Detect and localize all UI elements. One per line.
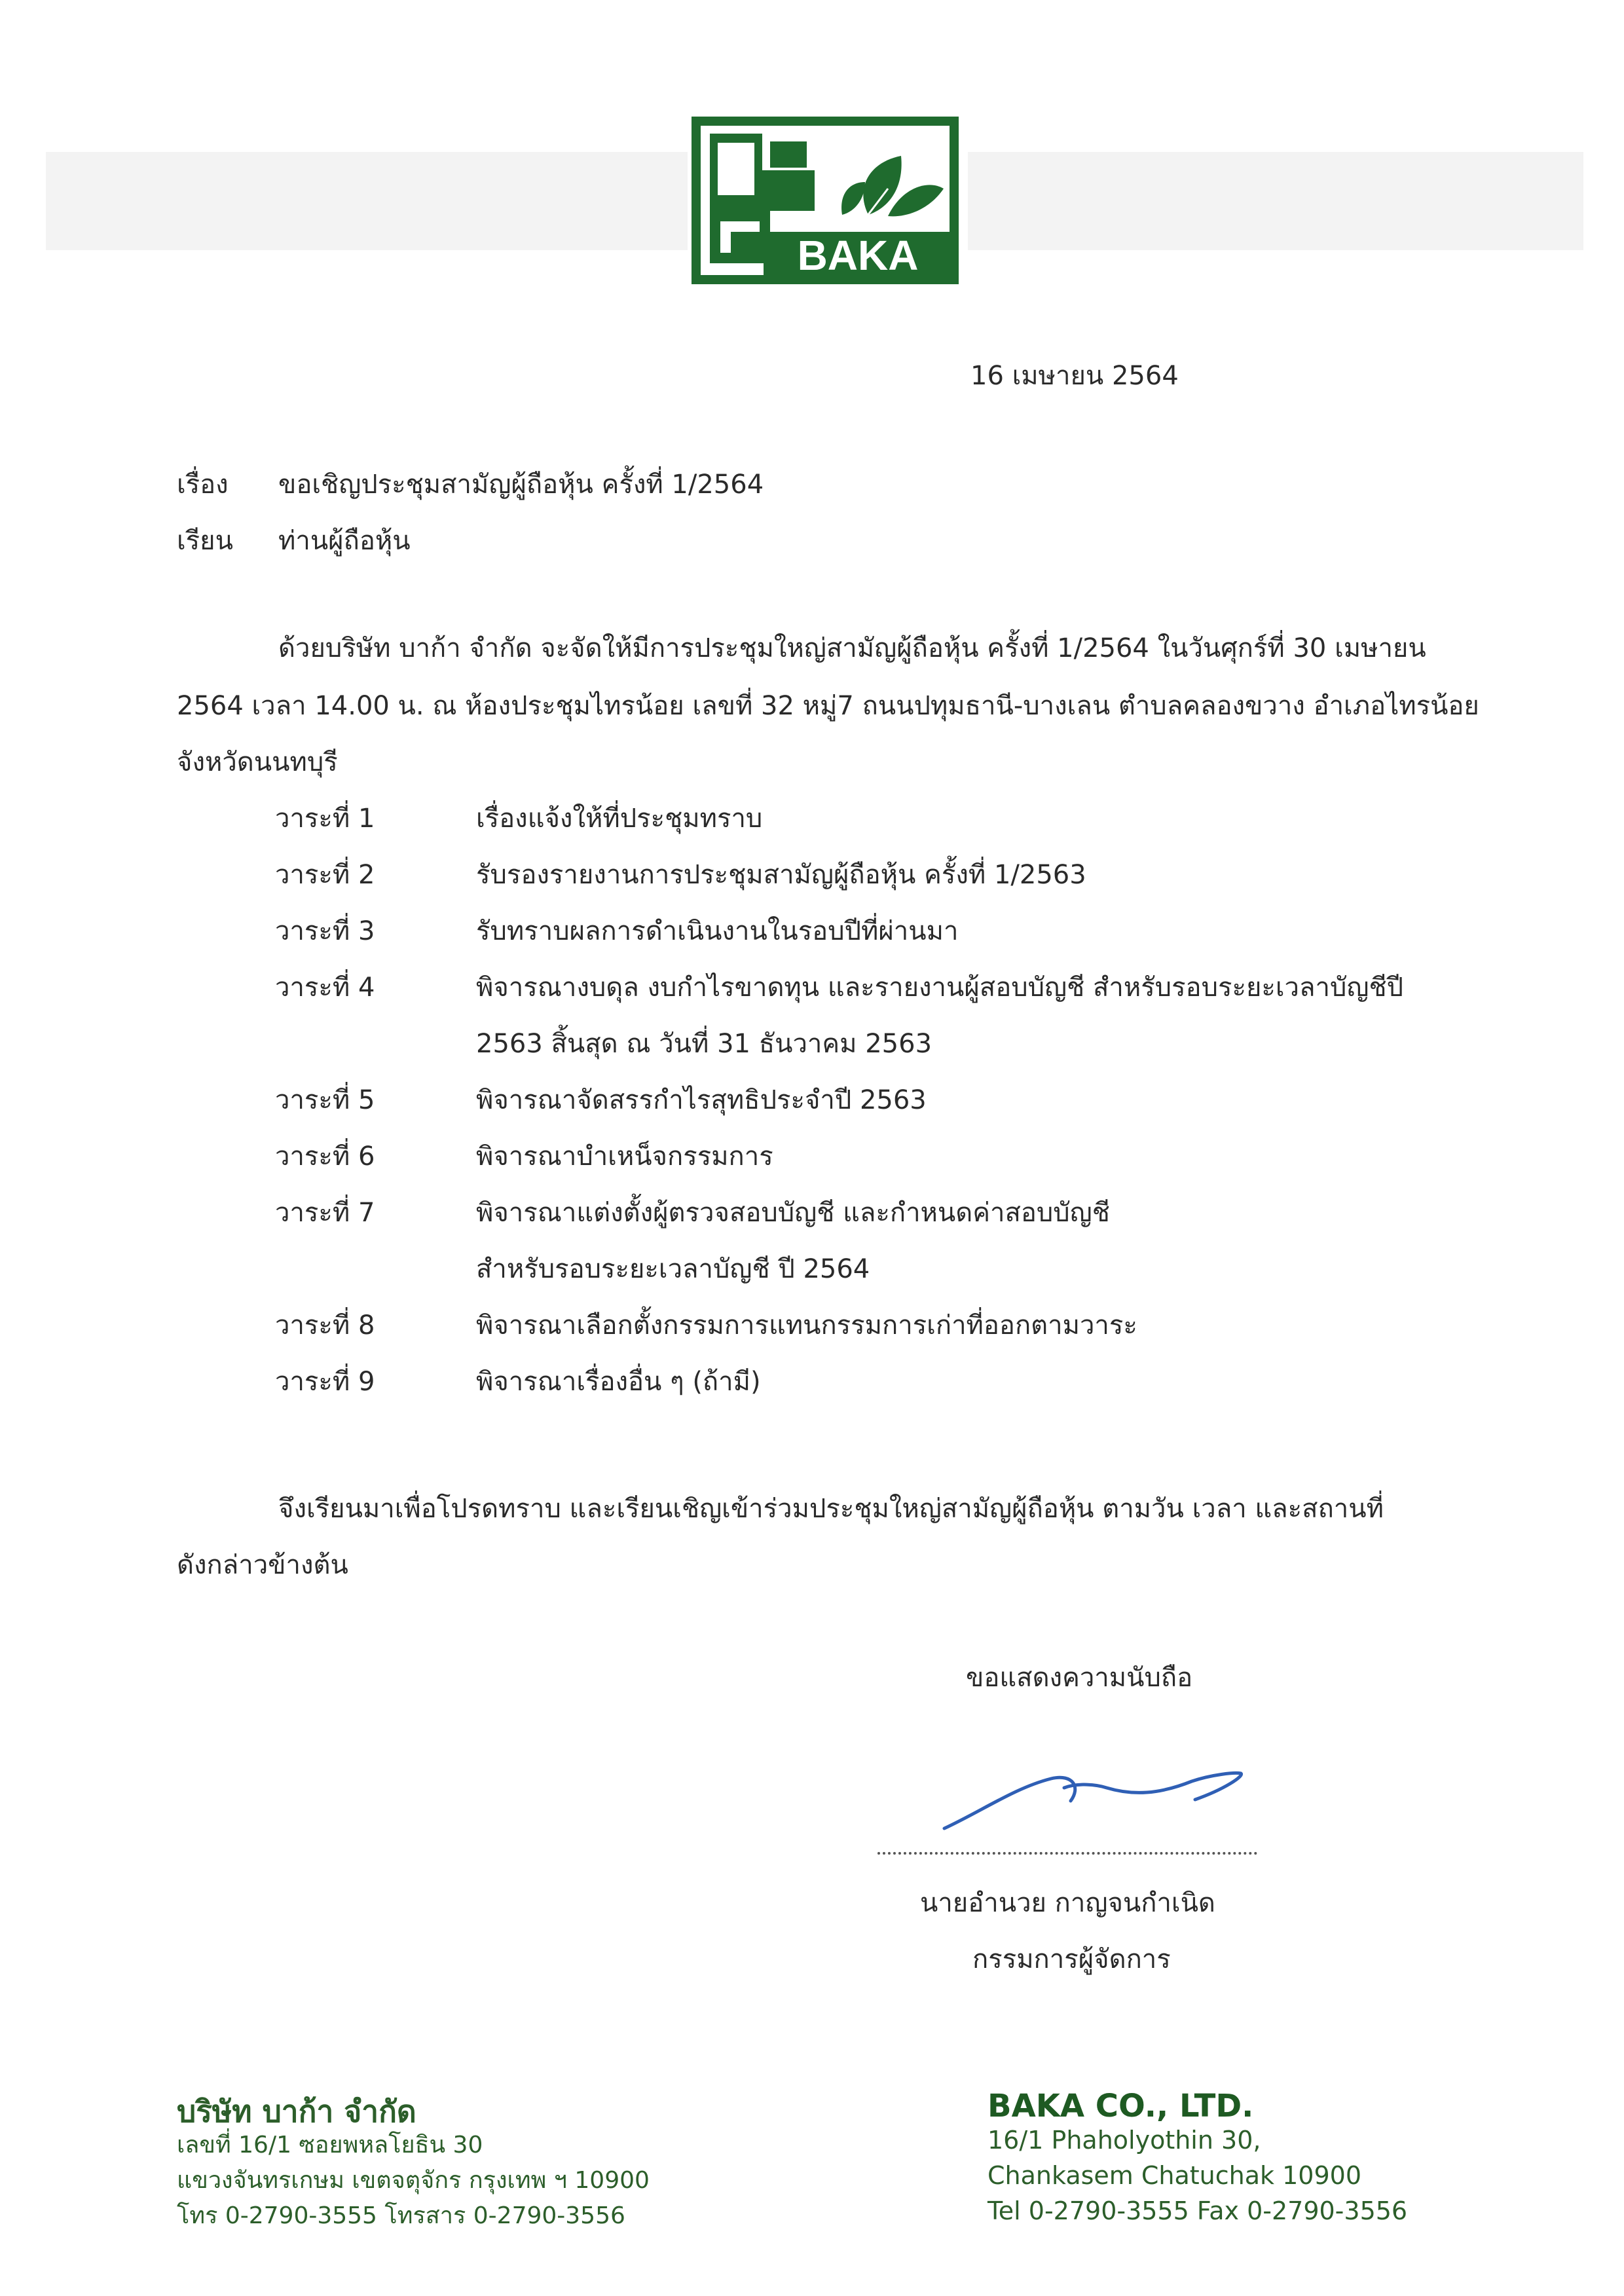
footer-company-en: BAKA CO., LTD. — [987, 2088, 1254, 2124]
agenda-text-cont: 2563 สิ้นสุด ณ วันที่ 31 ธันวาคม 2563 — [476, 1029, 932, 1059]
footer-en-line: Chankasem Chatuchak 10900 — [987, 2161, 1362, 2190]
header-band-right — [968, 152, 1583, 250]
agenda-no: วาระที่ 8 — [275, 1310, 375, 1341]
agenda-text: เรื่องแจ้งให้ที่ประชุมทราบ — [476, 804, 763, 834]
footer-th-line: เลขที่ 16/1 ซอยพหลโยธิน 30 — [177, 2132, 483, 2158]
agenda-no: วาระที่ 1 — [275, 804, 375, 834]
header-band-left — [46, 152, 688, 250]
agenda-no: วาระที่ 9 — [275, 1367, 375, 1397]
signer-name: นายอำนวย กาญจนกำเนิด — [920, 1888, 1215, 1918]
agenda-text: รับรองรายงานการประชุมสามัญผู้ถือหุ้น ครั้งที่ 1/2563 — [476, 860, 1086, 890]
intro-line-1: ด้วยบริษัท บาก้า จำกัด จะจัดให้มีการประชุมใหญ่สามัญผู้ถือหุ้น ครั้งที่ 1/2564 ในวันศุกร์ที่ 30 เมษายน — [278, 633, 1426, 663]
footer-company-th: บริษัท บาก้า จำกัด — [177, 2094, 416, 2129]
letter-date: 16 เมษายน 2564 — [970, 361, 1179, 391]
agenda-text: พิจารณาแต่งตั้งผู้ตรวจสอบบัญชี และกำหนดค่าสอบบัญชี — [476, 1198, 1110, 1228]
agenda-text: พิจารณาเรื่องอื่น ๆ (ถ้ามี) — [476, 1367, 761, 1397]
signature-line — [877, 1852, 1257, 1855]
agenda-no: วาระที่ 5 — [275, 1085, 375, 1115]
closing-line-2: ดังกล่าวข้างต้น — [177, 1550, 348, 1580]
regards: ขอแสดงความนับถือ — [966, 1663, 1193, 1693]
logo-text: BAKA — [797, 232, 919, 279]
signature — [936, 1749, 1251, 1840]
subject-label: เรื่อง — [177, 470, 229, 500]
agenda-no: วาระที่ 3 — [275, 916, 375, 946]
to-label: เรียน — [177, 526, 233, 556]
agenda-text: รับทราบผลการดำเนินงานในรอบปีที่ผ่านมา — [476, 916, 959, 946]
footer-th-line: โทร 0-2790-3555 โทรสาร 0-2790-3556 — [177, 2202, 625, 2229]
agenda-text: พิจารณาจัดสรรกำไรสุทธิประจำปี 2563 — [476, 1085, 927, 1115]
to-text: ท่านผู้ถือหุ้น — [278, 526, 411, 556]
intro-line-2: 2564 เวลา 14.00 น. ณ ห้องประชุมไทรน้อย เลขที่ 32 หมู่7 ถนนปทุมธานี-บางเลน ตำบลคลองขวาง อำเภอไทรน้อย — [177, 691, 1479, 721]
agenda-text: พิจารณาเลือกตั้งกรรมการแทนกรรมการเก่าที่ออกตามวาระ — [476, 1310, 1137, 1341]
agenda-no: วาระที่ 7 — [275, 1198, 375, 1228]
baka-logo — [692, 117, 959, 284]
signer-title: กรรมการผู้จัดการ — [972, 1944, 1171, 1974]
closing-line-1: จึงเรียนมาเพื่อโปรดทราบ และเรียนเชิญเข้าร่วมประชุมใหญ่สามัญผู้ถือหุ้น ตามวัน เวลา และสถานที่ — [278, 1494, 1384, 1524]
agenda-text: พิจารณางบดุล งบกำไรขาดทุน และรายงานผู้สอบบัญชี สำหรับรอบระยะเวลาบัญชีปี — [476, 972, 1403, 1003]
agenda-no: วาระที่ 2 — [275, 860, 375, 890]
agenda-text-cont: สำหรับรอบระยะเวลาบัญชี ปี 2564 — [476, 1254, 870, 1284]
agenda-no: วาระที่ 4 — [275, 972, 375, 1003]
agenda-no: วาระที่ 6 — [275, 1141, 375, 1172]
footer-en-line: 16/1 Phaholyothin 30, — [987, 2126, 1261, 2155]
footer-en-line: Tel 0-2790-3555 Fax 0-2790-3556 — [987, 2196, 1408, 2225]
intro-line-3: จังหวัดนนทบุรี — [177, 747, 338, 777]
agenda-text: พิจารณาบำเหน็จกรรมการ — [476, 1141, 773, 1172]
subject-text: ขอเชิญประชุมสามัญผู้ถือหุ้น ครั้งที่ 1/2564 — [278, 470, 764, 500]
footer-th-line: แขวงจันทรเกษม เขตจตุจักร กรุงเทพ ฯ 10900 — [177, 2167, 650, 2194]
